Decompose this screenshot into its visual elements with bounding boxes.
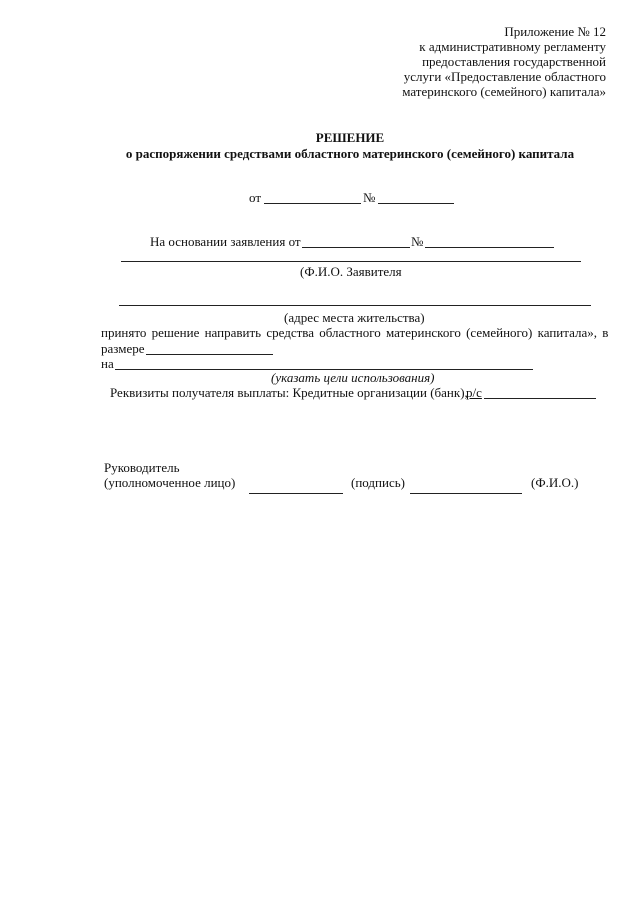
account-label: р/с [466, 385, 482, 400]
purpose-label: на [101, 356, 114, 371]
signature-field-line[interactable] [249, 493, 343, 494]
name-caption: (Ф.И.О.) [531, 475, 579, 490]
appendix-line-3: предоставления государственной [422, 54, 606, 69]
signatory-title: Руководитель [104, 460, 180, 475]
applicant-name-line[interactable] [121, 261, 581, 262]
address-caption: (адрес места жительства) [284, 310, 425, 325]
application-number-label: № [411, 234, 424, 249]
number-label: № [363, 190, 376, 205]
date-from-label: от [249, 190, 262, 205]
name-field-line[interactable] [410, 493, 522, 494]
number-field-line[interactable] [378, 203, 454, 204]
date-field-line[interactable] [264, 203, 361, 204]
amount-field-line[interactable] [146, 354, 273, 355]
signature-caption: (подпись) [351, 475, 405, 490]
document-title: РЕШЕНИЕ [315, 130, 385, 145]
appendix-header [402, 24, 606, 99]
purpose-caption: (указать цели использования) [271, 370, 435, 385]
appendix-line-4: услуги «Предоставление областного [403, 69, 606, 84]
basis-text: На основании заявления от [150, 234, 301, 249]
signatory-authorized: (уполномоченное лицо) [104, 475, 236, 490]
decision-text: принято решение направить средства областного материнского (семейного) капитала», в [101, 325, 609, 340]
requisites-text: Реквизиты получателя выплаты: Кредитные организации (банк), [110, 385, 468, 400]
address-line[interactable] [119, 305, 591, 306]
application-date-line[interactable] [302, 247, 410, 248]
application-number-line[interactable] [425, 247, 554, 248]
applicant-caption: (Ф.И.О. Заявителя [300, 264, 402, 279]
document-subtitle: о распоряжении средствами областного материнского (семейного) капитала [125, 146, 575, 161]
appendix-line-2: к административному регламенту [419, 39, 606, 54]
amount-label: размере [101, 341, 145, 356]
appendix-number: Приложение № 12 [504, 24, 606, 39]
appendix-line-5: материнского (семейного) капитала» [402, 84, 606, 99]
account-field-line[interactable] [484, 398, 596, 399]
